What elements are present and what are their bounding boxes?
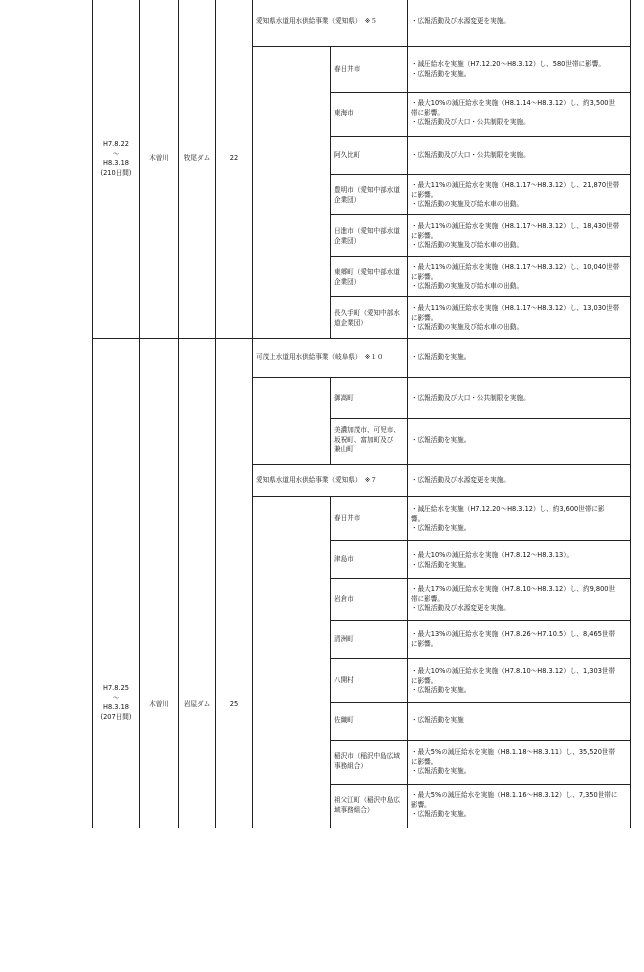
river-cell: 木曽川: [149, 700, 169, 708]
municipality-detail: ・最大10%の減圧給水を実施（H7.8.12～H8.3.13）。 ・広報活動を実施。: [411, 551, 574, 569]
municipality-detail: ・減圧給水を実施（H7.12.20～H8.3.12）し、580世帯に影響。 ・広報活動を実施。: [411, 60, 605, 78]
dam-cell: 牧尾ダム: [183, 154, 211, 162]
value-cell: 25: [229, 700, 239, 708]
municipality-detail: ・広報活動及び大口・公共制限を実施。: [411, 394, 530, 402]
municipality-detail: ・最大5%の減圧給水を実施（H8.1.18～H8.3.11）し、35,520世帯 に影響。 ・広報活動を実施。: [411, 748, 616, 775]
municipality-name: 長久手町（愛知中部水 道企業団）: [334, 309, 400, 327]
municipality-name: 美濃加茂市、可児市、 坂祝町、富加町及び 兼山町: [334, 426, 400, 453]
municipality-name: 日進市（愛知中部水道 企業団）: [334, 227, 400, 245]
municipality-detail: ・最大13%の減圧給水を実施（H7.8.26～H7.10.5）し、8,465世帯 に影響。: [411, 630, 616, 648]
municipality-name: 清洲町: [334, 635, 354, 643]
municipality-detail: ・最大11%の減圧給水を実施（H8.1.17～H8.3.12）し、21,870世帯 に影響。 ・広報活動の実施及び給水車の出動。: [411, 181, 620, 208]
municipality-name: 佐織町: [334, 716, 354, 724]
municipality-detail: ・最大5%の減圧給水を実施（H8.1.16～H8.3.12）し、7,350世帯に 影響。 ・広報活動を実施。: [411, 791, 618, 818]
municipality-detail: ・最大11%の減圧給水を実施（H8.1.17～H8.3.12）し、18,430世帯 に影響。 ・広報活動の実施及び給水車の出動。: [411, 222, 620, 249]
municipality-name: 春日井市: [334, 514, 361, 522]
municipality-name: 祖父江町（稲沢中島広 域事務組合）: [334, 796, 400, 814]
river-cell: 木曽川: [149, 154, 169, 162]
municipality-name: 岩倉市: [334, 595, 354, 603]
municipality-name: 八開村: [334, 676, 354, 684]
municipality-name: 御嵩町: [334, 394, 354, 402]
supplier-note: ・広報活動及び水源変更を実施。: [411, 476, 510, 484]
municipality-detail: ・最大10%の減圧給水を実施（H7.8.10～H8.3.12）し、1,303世帯 に影響。 ・広報活動を実施。: [411, 667, 616, 694]
municipality-detail: ・減圧給水を実施（H7.12.20～H8.3.12）し、約3,600世帯に影 響。 ・広報活動を実施。: [411, 505, 605, 532]
municipality-name: 春日井市: [334, 65, 361, 73]
supplier-name: 愛知県水道用水供給事業（愛知県） ※７: [256, 476, 377, 484]
municipality-name: 稲沢市（稲沢中島広域 事務組合）: [334, 752, 400, 770]
municipality-name: 津島市: [334, 555, 354, 563]
municipality-detail: ・最大17%の減圧給水を実施（H7.8.10～H8.3.12）し、約9,800世 帯に影響。 ・広報活動及び水源変更を実施。: [411, 585, 616, 612]
value-cell: 22: [229, 154, 239, 162]
supplier-name: 愛知県水道用水供給事業（愛知県） ※５: [256, 17, 377, 25]
municipality-name: 東海市: [334, 109, 354, 117]
period-cell: H7.8.22 ～ H8.3.18 (210日間): [100, 140, 132, 177]
supplier-name: 可茂上水道用水供給事業（岐阜県） ※１０: [256, 353, 384, 361]
supplier-note: ・広報活動を実施。: [411, 353, 471, 361]
municipality-name: 豊明市（愛知中部水道 企業団）: [334, 186, 400, 204]
dam-cell: 岩屋ダム: [183, 700, 211, 708]
municipality-name: 阿久比町: [334, 151, 361, 159]
municipality-name: 東郷町（愛知中部水道 企業団）: [334, 268, 400, 286]
supplier-note: ・広報活動及び水源変更を実施。: [411, 17, 510, 25]
period-cell: H7.8.25 ～ H8.3.18 (207日間): [100, 684, 132, 721]
municipality-detail: ・最大10%の減圧給水を実施（H8.1.14～H8.3.12）し、約3,500世 帯に影響。 ・広報活動及び大口・公共制限を実施。: [411, 99, 616, 126]
municipality-detail: ・最大11%の減圧給水を実施（H8.1.17～H8.3.12）し、10,040世帯 に影響。 ・広報活動の実施及び給水車の出動。: [411, 263, 620, 290]
municipality-detail: ・広報活動及び大口・公共制限を実施。: [411, 151, 530, 159]
municipality-detail: ・広報活動を実施。: [411, 436, 471, 444]
municipality-detail: ・広報活動を実施: [411, 716, 464, 724]
municipality-detail: ・最大11%の減圧給水を実施（H8.1.17～H8.3.12）し、13,030世帯 に影響。 ・広報活動の実施及び給水車の出動。: [411, 304, 620, 331]
